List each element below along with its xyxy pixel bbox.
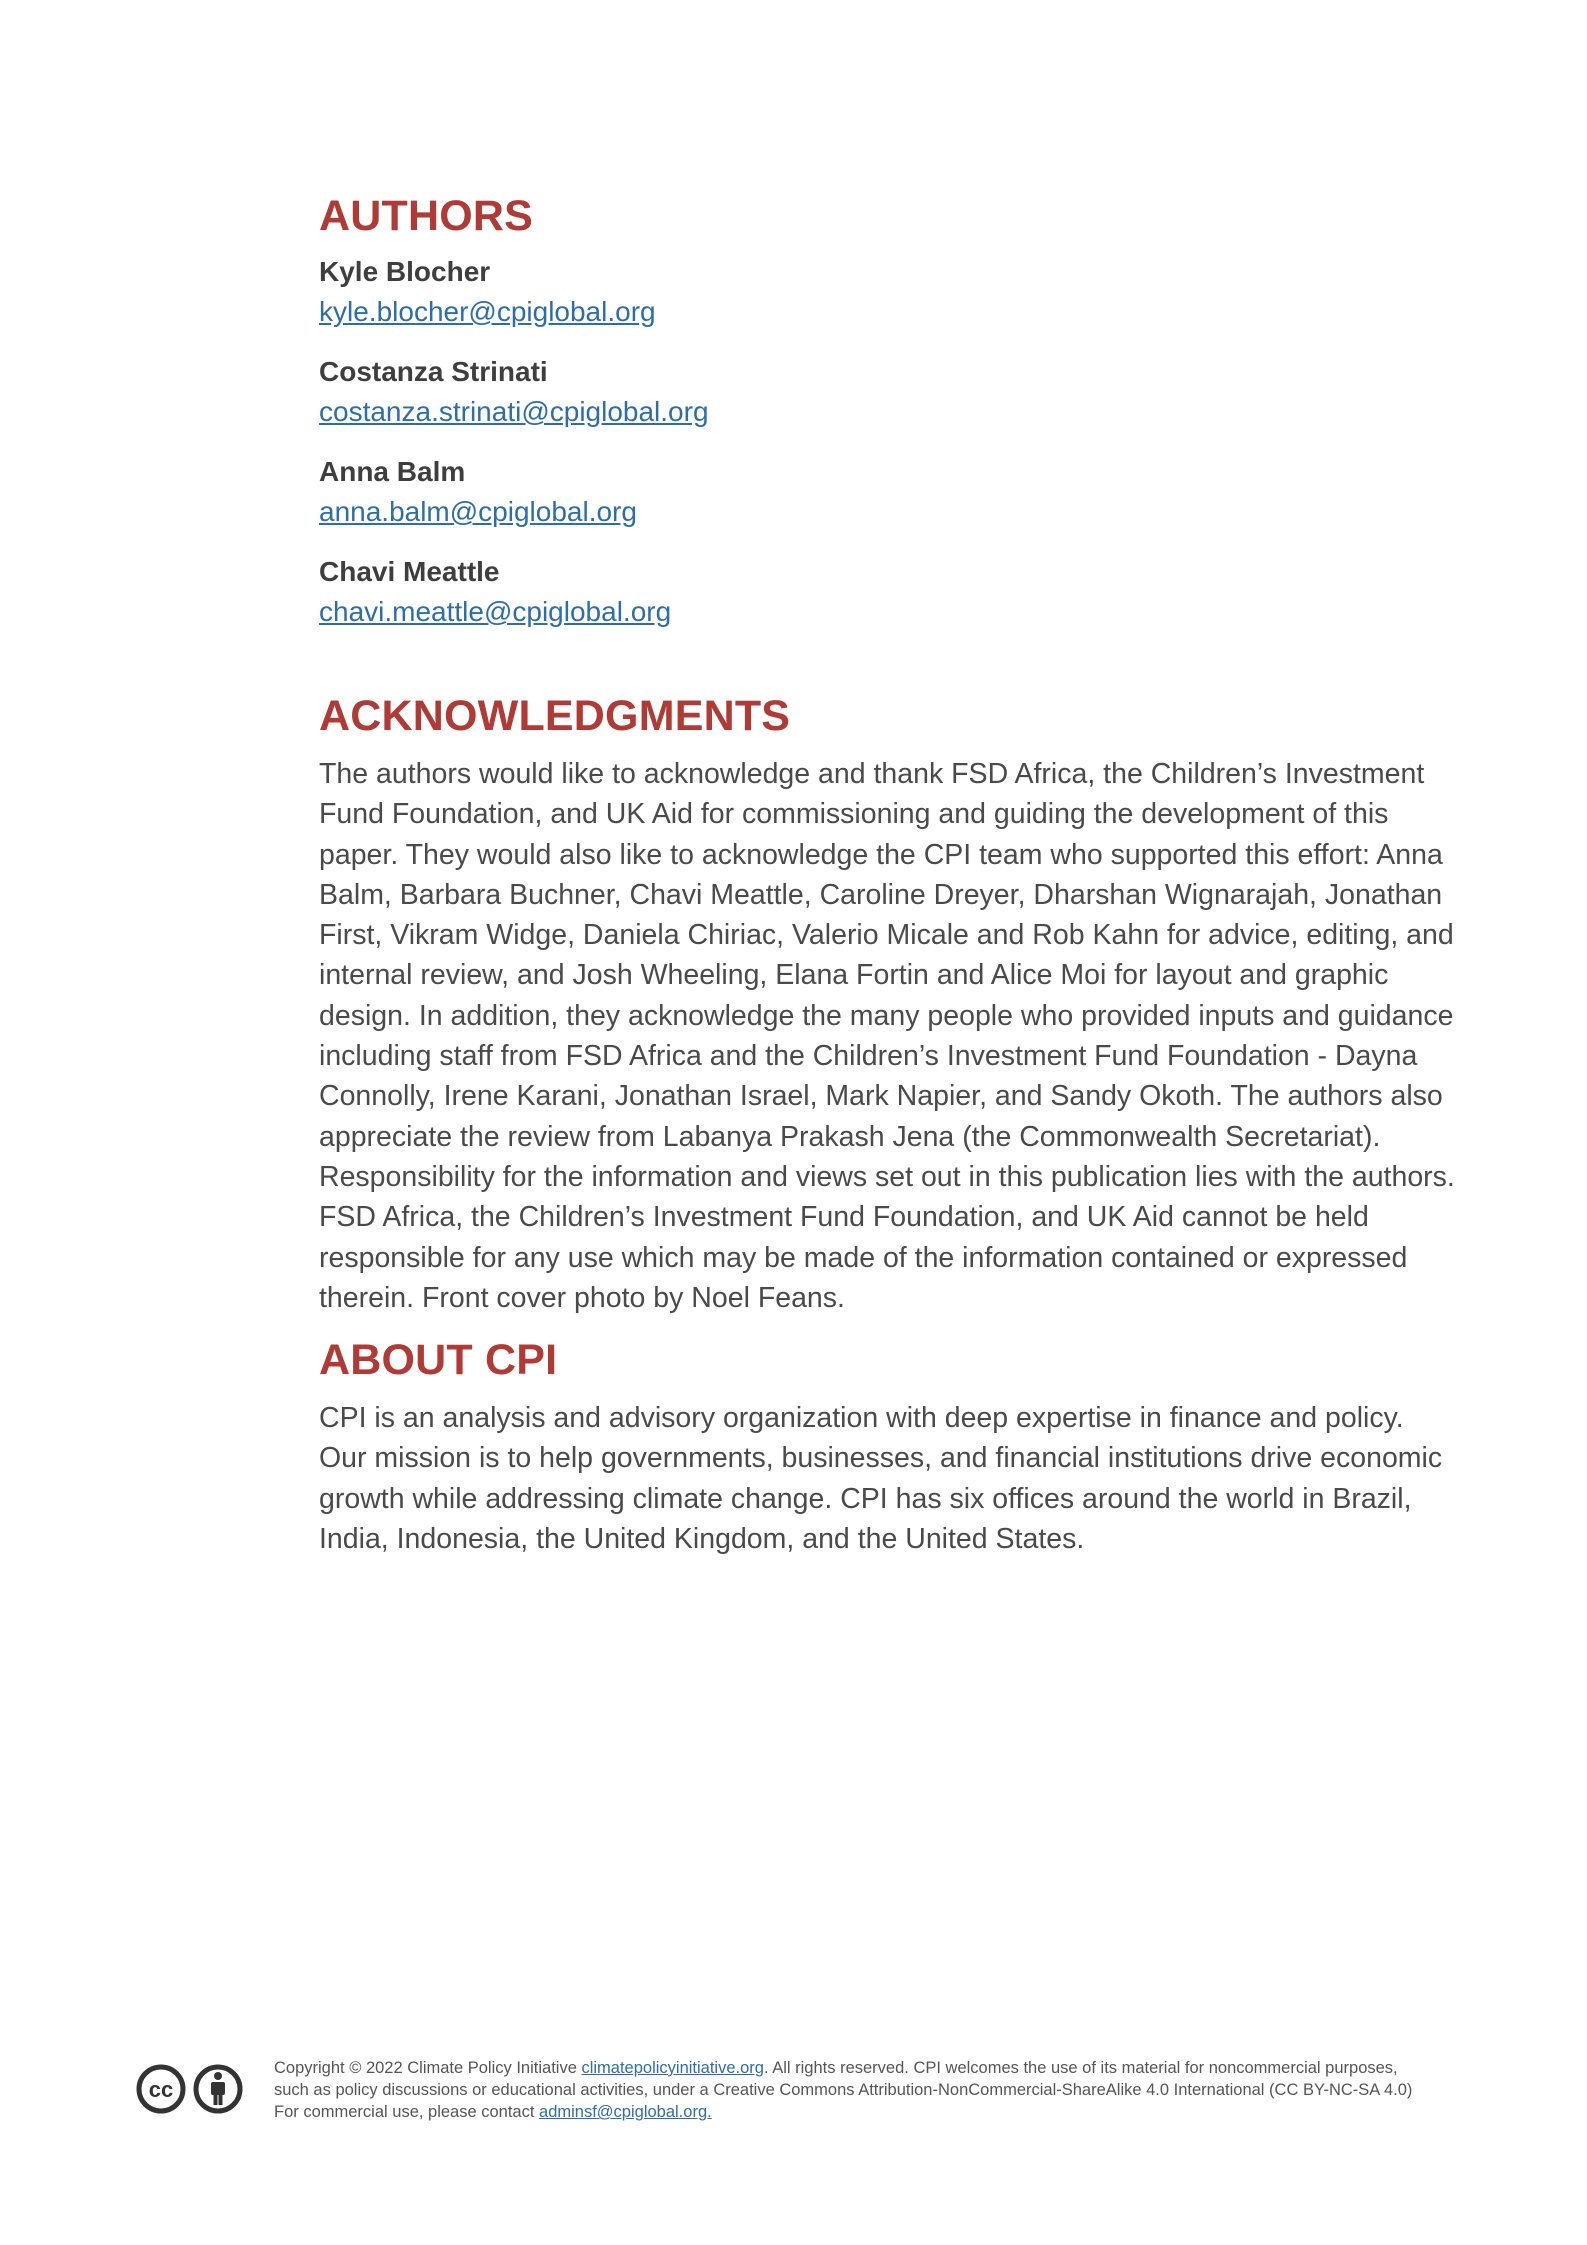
author-entry <box>319 452 1469 532</box>
copyright-text-middle: . All rights reserved. CPI welcomes the use of its material for noncommercial purposes, such as policy discussions or educational activities, under a Creative Commons Attribution-NonCommercial-ShareAlike 4.0 International (CC BY-NC-SA 4.0) For commercial use, please contact <box>274 2059 1413 2121</box>
authors-heading: AUTHORS <box>319 192 534 240</box>
svg-text:cc: cc <box>148 2077 174 2102</box>
author-email-link[interactable]: costanza.strinati@cpiglobal.org <box>319 396 709 427</box>
author-entry <box>319 252 1469 332</box>
author-name: Anna Balm <box>319 456 466 487</box>
main-content <box>319 190 1469 1559</box>
author-email-link[interactable]: chavi.meattle@cpiglobal.org <box>319 596 672 627</box>
copyright-text-start: Copyright © 2022 Climate Policy Initiative <box>274 2059 582 2077</box>
about-cpi-line2: Our mission is to help governments, businesses, and financial institutions drive economic growth while addressing climate change. CPI has six offices around the world in Brazil, India, Indonesia, the United Kingdom, and the United States. <box>319 1442 1443 1556</box>
author-entry <box>319 552 1469 632</box>
author-name: Kyle Blocher <box>319 256 491 287</box>
author-entry <box>319 352 1469 432</box>
footer <box>136 2057 1436 2127</box>
copyright-notice <box>274 2057 1424 2123</box>
about-cpi-paragraph <box>319 1398 1469 1559</box>
attribution-person-icon <box>196 2067 240 2111</box>
creative-commons-icon <box>139 2067 183 2111</box>
author-name: Costanza Strinati <box>319 356 548 387</box>
author-email-link[interactable]: anna.balm@cpiglobal.org <box>319 496 637 527</box>
author-email-link[interactable]: kyle.blocher@cpiglobal.org <box>319 296 656 327</box>
about-cpi-heading: ABOUT CPI <box>319 1336 558 1385</box>
license-icons <box>136 2061 246 2117</box>
website-link[interactable]: climatepolicyinitiative.org <box>581 2059 764 2077</box>
acknowledgments-paragraph: The authors would like to acknowledge and thank FSD Africa, the Children’s Investment Fund Foundation, and UK Aid for commissioning and guiding the development of this paper. They would also like to acknowledge the CPI team who supported this effort: Anna Balm, Barbara Buchner, Chavi Meattle, Caroline Dreyer, Dharshan Wignarajah, Jonathan First, Vikram Widge, Daniela Chiriac, Valerio Micale and Rob Kahn for advice, editing, and internal review, and Josh Wheeling, Elana Fortin and Alice Moi for layout and graphic design. In addition, they acknowledge the many people who provided inputs and guidance including staff from FSD Africa and the Children’s Investment Fund Foundation - Dayna Connolly, Irene Karani, Jonathan Israel, Mark Napier, and Sandy Okoth. The authors also appreciate the review from Labanya Prakash Jena (the Commonwealth Secretariat). Responsibility for the information and views set out in this publication lies with the authors. FSD Africa, the Children’s Investment Fund Foundation, and UK Aid cannot be held responsible for any use which may be made of the information contained or expressed therein. Front cover photo by Noel Feans. <box>319 758 1455 1314</box>
author-name: Chavi Meattle <box>319 556 500 587</box>
about-cpi-line1: CPI is an analysis and advisory organization with deep expertise in finance and policy. <box>319 1402 1404 1435</box>
contact-email-link[interactable]: adminsf@cpiglobal.org. <box>539 2103 712 2121</box>
acknowledgments-heading: ACKNOWLEDGMENTS <box>319 692 791 740</box>
